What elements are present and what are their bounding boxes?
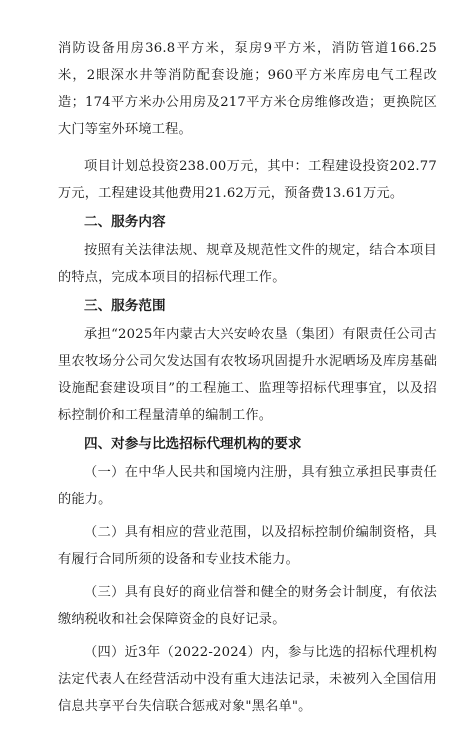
requirement-item-1: （一）在中华人民共和国境内注册，具有独立承担民事责任的能力。 xyxy=(58,465,437,507)
service-scope-paragraph: 承担“2025年内蒙古大兴安岭农垦（集团）有限责任公司古里农牧场分公司欠发达国有农牧场巩固提升水泥晒场及库房基础设施配套建设项目”的工程施工、监理等招标代理事宜，以及招标控制价和工程量清单的编制工作。 xyxy=(58,327,437,423)
requirement-item-3: （三）具有良好的商业信誉和健全的财务会计制度，有依法缴纳税收和社会保障资金的良好记录。 xyxy=(58,585,437,627)
budget-paragraph: 项目计划总投资238.00万元，其中：工程建设投资202.77万元，工程建设其他费用21.62万元，预备费13.61万元。 xyxy=(58,159,437,201)
intro-paragraph: 消防设备用房36.8平方米，泵房9平方米，消防管道166.25米，2眼深水井等消防配套设施；960平方米库房电气工程改造；174平方米办公用房及217平方米仓房维修改造；更换院区大门等室外环境工程。 xyxy=(58,41,437,137)
section-heading-requirements: 四、对参与比选招标代理机构的要求 xyxy=(84,436,302,452)
section-heading-service-scope: 三、服务范围 xyxy=(84,298,166,314)
service-content-paragraph: 按照有关法律法规、规章及规范性文件的规定，结合本项目的特点，完成本项目的招标代理工作。 xyxy=(58,243,437,285)
requirement-item-4: （四）近3年（2022-2024）内，参与比选的招标代理机构法定代表人在经营活动中没有重大违法记录，未被列入全国信用信息共享平台失信联合惩戒对象"黑名单"。 xyxy=(58,645,437,714)
section-heading-service-content: 二、服务内容 xyxy=(84,214,166,230)
requirement-item-2: （二）具有相应的营业范围，以及招标控制价编制资格，具有履行合同所须的设备和专业技术能力。 xyxy=(58,525,437,567)
